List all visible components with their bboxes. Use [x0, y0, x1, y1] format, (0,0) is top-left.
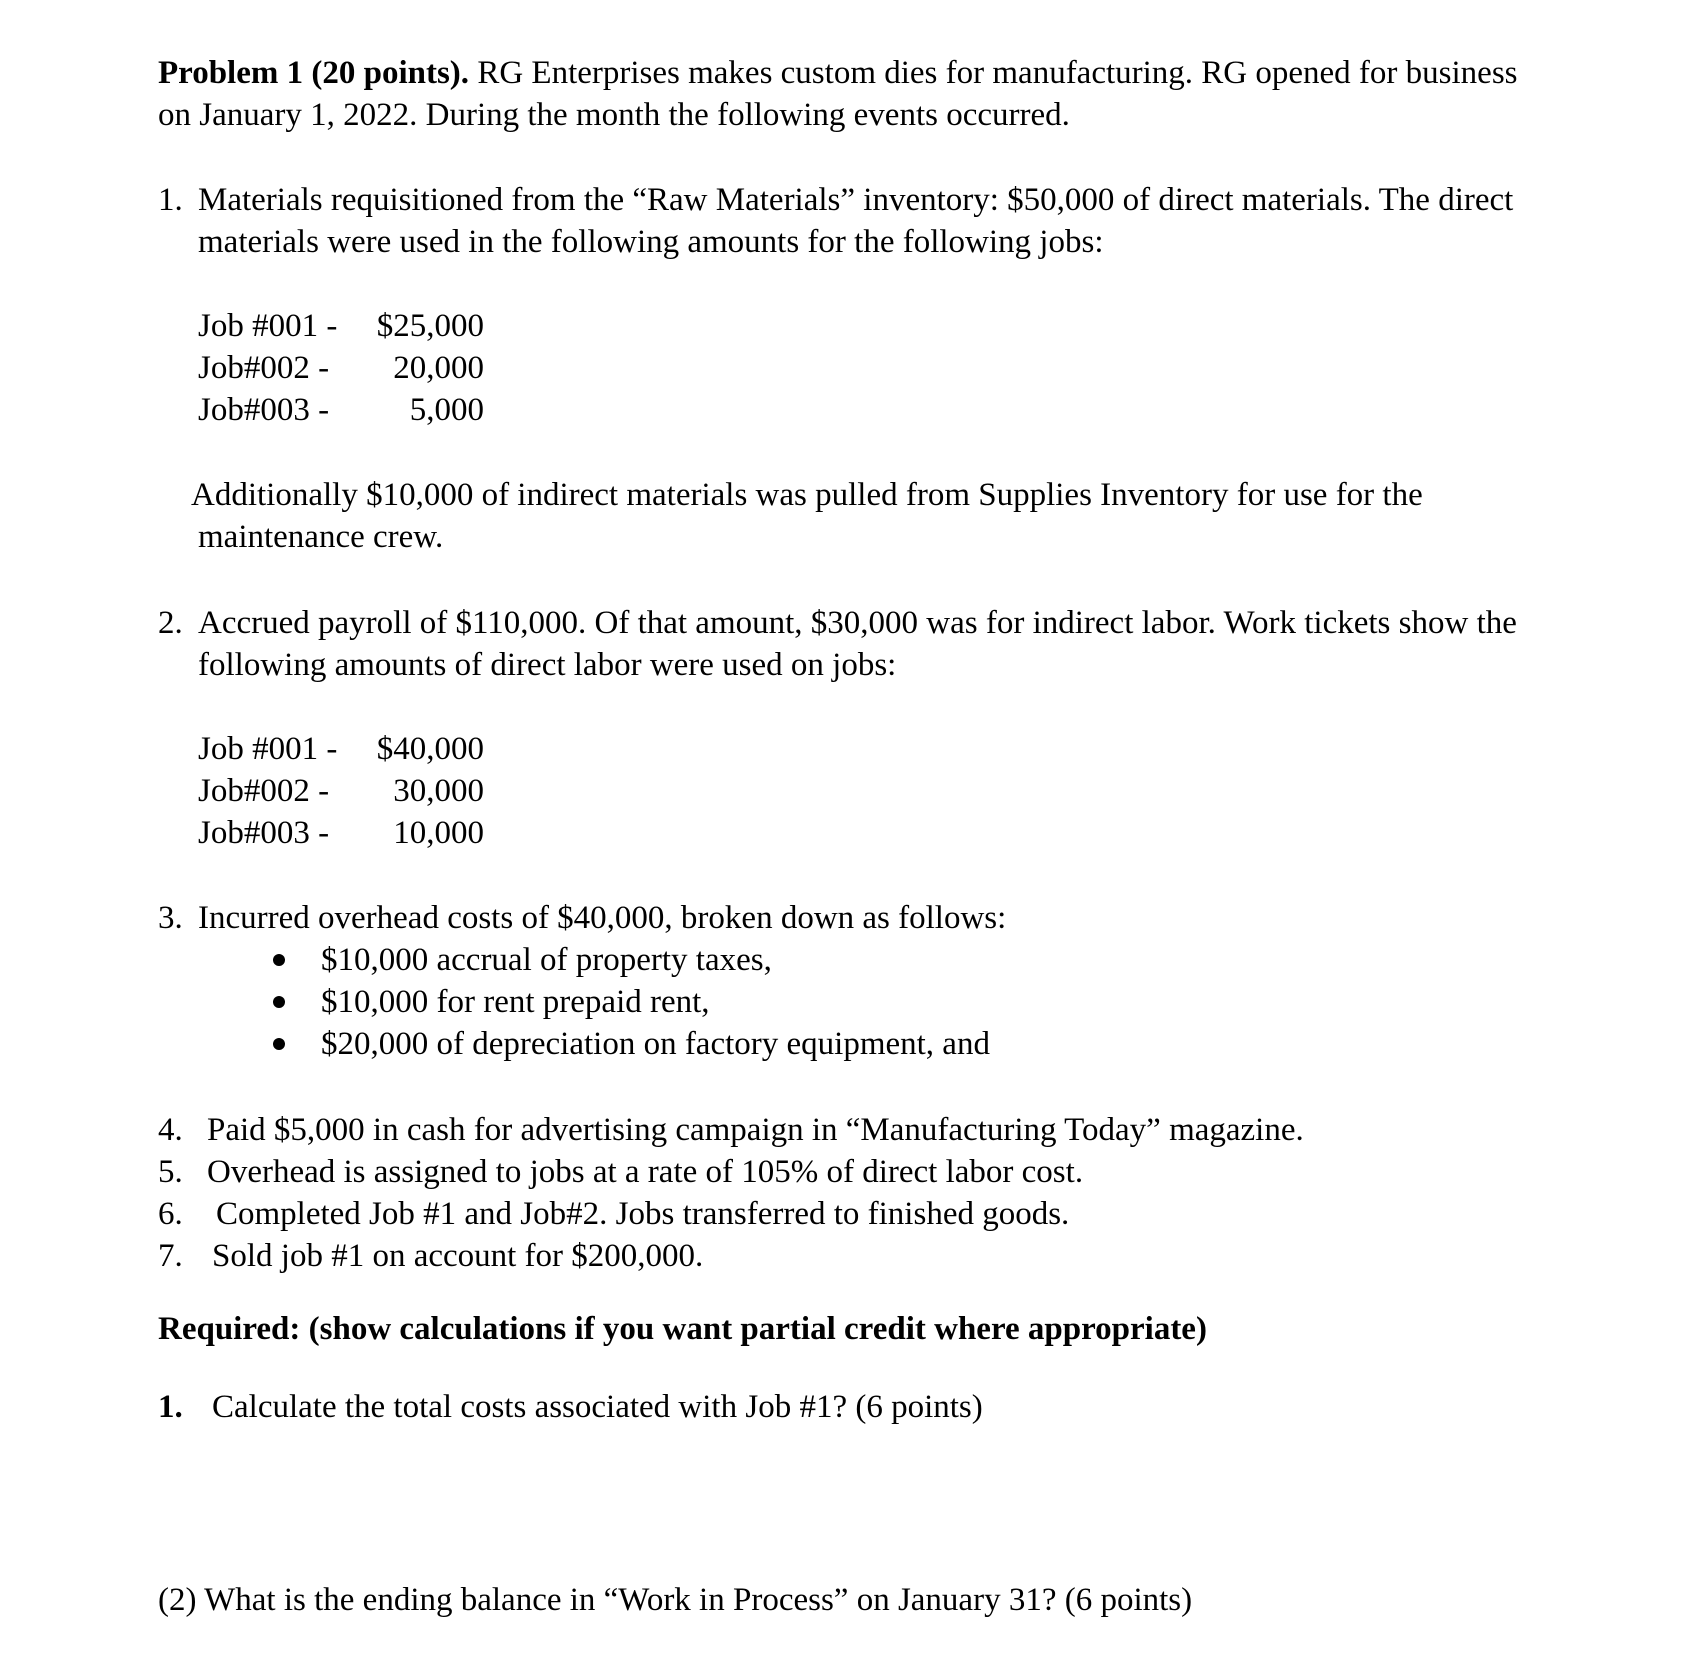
- event-2-line-2: following amounts of direct labor were used on jobs:: [198, 647, 897, 683]
- event-3-number: 3.: [158, 900, 183, 936]
- event-1-line-1: Materials requisitioned from the “Raw Materials” inventory: $50,000 of direct materials. The direct: [198, 182, 1514, 218]
- question-1-number: 1.: [158, 1389, 183, 1425]
- problem-intro-line-2: on January 1, 2022. During the month the following events occurred.: [158, 97, 1070, 133]
- required-heading: Required: (show calculations if you want partial credit where appropriate): [158, 1311, 1207, 1347]
- event-7-text: Sold job #1 on account for $200,000.: [212, 1238, 704, 1274]
- event-2-number: 2.: [158, 605, 183, 641]
- question-1-text: Calculate the total costs associated with Job #1? (6 points): [212, 1389, 983, 1425]
- question-2-text: (2) What is the ending balance in “Work in Process” on January 31? (6 points): [158, 1582, 1193, 1618]
- event-2-job-amount: 30,000: [393, 773, 484, 809]
- problem-intro-line-1: [158, 53, 1518, 93]
- event-2-job-label: Job#003 -: [198, 815, 330, 851]
- event-1-job-amount: 20,000: [393, 350, 484, 386]
- event-3-bullet-item: $10,000 accrual of property taxes,: [321, 942, 772, 978]
- event-1-job-amount: 5,000: [409, 392, 484, 428]
- event-1-job-label: Job#003 -: [198, 392, 330, 428]
- event-4-number: 4.: [158, 1112, 183, 1148]
- event-1-additional-line-2: maintenance crew.: [198, 519, 444, 555]
- event-3-line-1: Incurred overhead costs of $40,000, broken down as follows:: [198, 900, 1007, 936]
- event-2-job-label: Job #001 -: [198, 731, 338, 767]
- event-7-number: 7.: [158, 1238, 183, 1274]
- event-6-number: 6.: [158, 1196, 183, 1232]
- event-1-job-label: Job #001 -: [198, 308, 338, 344]
- event-2-job-amount: $40,000: [376, 731, 484, 767]
- bullet-dot-icon: [273, 1038, 285, 1050]
- event-1-number: 1.: [158, 182, 183, 218]
- event-1-job-amount: $25,000: [376, 308, 484, 344]
- bullet-dot-icon: [273, 954, 285, 966]
- bullet-dot-icon: [273, 996, 285, 1008]
- event-2-job-amount: 10,000: [393, 815, 484, 851]
- event-5-text: Overhead is assigned to jobs at a rate of 105% of direct labor cost.: [207, 1154, 1084, 1190]
- event-3-bullet-item: $10,000 for rent prepaid rent,: [321, 984, 710, 1020]
- event-2-line-1: Accrued payroll of $110,000. Of that amount, $30,000 was for indirect labor. Work tickets show the: [198, 605, 1517, 641]
- event-4-text: Paid $5,000 in cash for advertising campaign in “Manufacturing Today” magazine.: [207, 1112, 1304, 1148]
- event-6-text: Completed Job #1 and Job#2. Jobs transferred to finished goods.: [216, 1196, 1070, 1232]
- problem-heading: Problem 1 (20 points).: [158, 55, 470, 91]
- event-1-job-label: Job#002 -: [198, 350, 330, 386]
- problem-intro-text: RG Enterprises makes custom dies for manufacturing. RG opened for business: [469, 55, 1518, 91]
- event-1-line-2: materials were used in the following amounts for the following jobs:: [198, 224, 1104, 260]
- event-1-additional-line-1: Additionally $10,000 of indirect materials was pulled from Supplies Inventory for use for the: [191, 477, 1423, 513]
- event-2-job-label: Job#002 -: [198, 773, 330, 809]
- event-5-number: 5.: [158, 1154, 183, 1190]
- event-3-bullet-item: $20,000 of depreciation on factory equipment, and: [321, 1026, 990, 1062]
